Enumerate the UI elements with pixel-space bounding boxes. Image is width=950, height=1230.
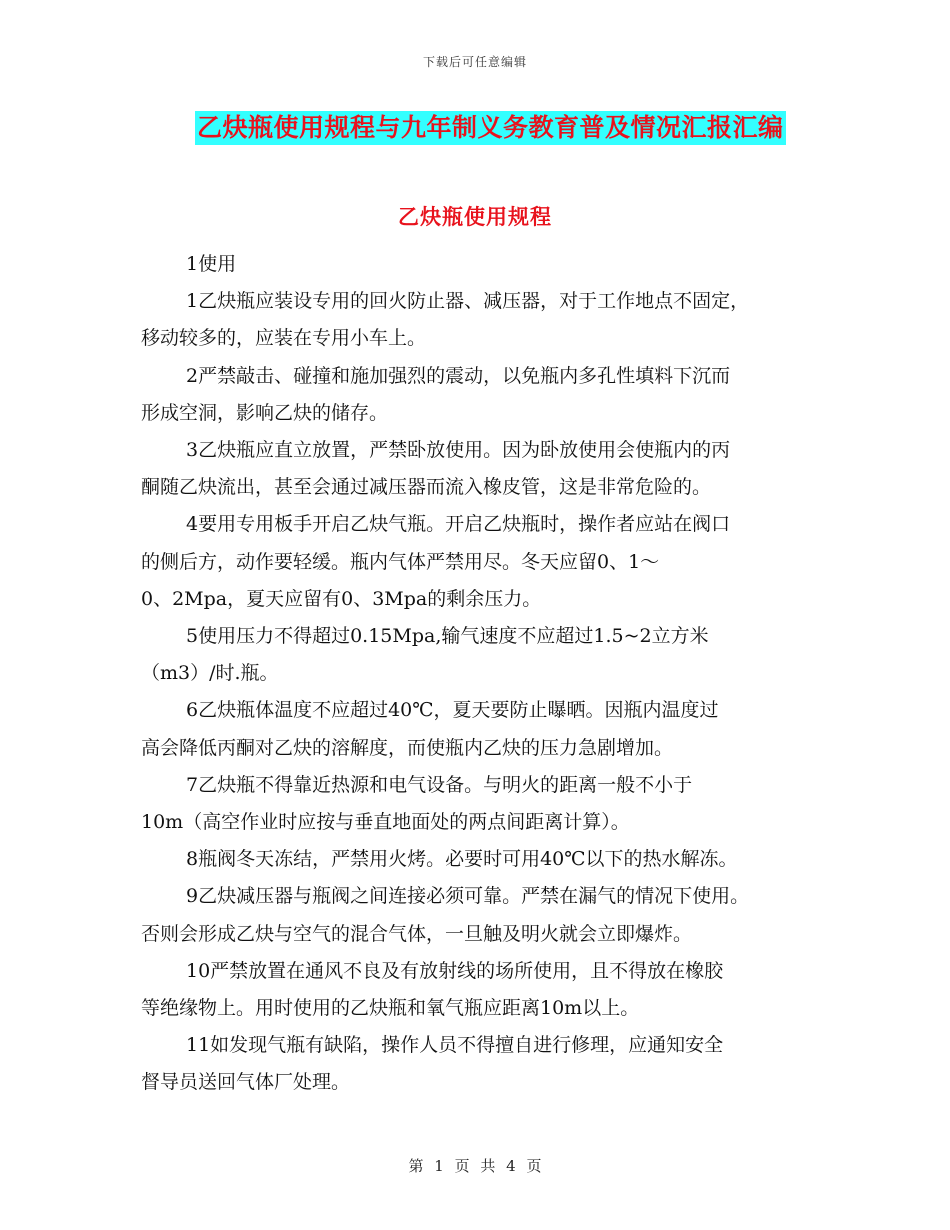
paragraph-line: 高会降低丙酮对乙炔的溶解度，而使瓶内乙炔的压力急剧增加。 [141, 736, 674, 759]
page-footer: 第 1 页 共 4 页 [408, 1157, 542, 1175]
paragraph-line: 的侧后方，动作要轻缓。瓶内气体严禁用尽。冬天应留0、1～ [141, 550, 660, 573]
paragraph-line: 形成空洞，影响乙炔的储存。 [141, 401, 389, 424]
paragraph-line: 3乙炔瓶应直立放置，严禁卧放使用。因为卧放使用会使瓶内的丙 [186, 439, 731, 462]
paragraph-line: 酮随乙炔流出，甚至会通过减压器而流入橡皮管，这是非常危险的。 [141, 476, 712, 499]
paragraph-line: 等绝缘物上。用时使用的乙炔瓶和氧气瓶应距离10m以上。 [141, 997, 640, 1020]
paragraph-line: 6乙炔瓶体温度不应超过40℃，夏天要防止曝晒。因瓶内温度过 [186, 699, 719, 722]
paragraph-line: 1使用 [186, 253, 237, 275]
paragraph-line: （m3）/时.瓶。 [141, 662, 279, 685]
header-note: 下载后可任意编辑 [422, 55, 527, 69]
paragraph-line: 10严禁放置在通风不良及有放射线的场所使用，且不得放在橡胶 [186, 959, 724, 982]
paragraph-line: 8瓶阀冬天冻结，严禁用火烤。必要时可用40℃以下的热水解冻。 [186, 848, 738, 871]
paragraph-line: 否则会形成乙炔与空气的混合气体，一旦触及明火就会立即爆炸。 [141, 922, 693, 945]
paragraph-line: 10m（高空作业时应按与垂直地面处的两点间距离计算）。 [141, 811, 630, 834]
paragraph-line: 11如发现气瓶有缺陷，操作人员不得擅自进行修理，应通知安全 [186, 1034, 724, 1057]
section-title: 乙炔瓶使用规程 [398, 204, 552, 229]
paragraph-line: 7乙炔瓶不得靠近热源和电气设备。与明火的距离一般不小于 [186, 773, 693, 796]
paragraph-line: 9乙炔减压器与瓶阀之间连接必须可靠。严禁在漏气的情况下使用。 [186, 885, 750, 908]
paragraph-line: 督导员送回气体厂处理。 [141, 1071, 351, 1094]
paragraph-line: 0、2Mpa，夏天应留有0、3Mpa的剩余压力。 [141, 587, 542, 610]
paragraph-line: 移动较多的，应装在专用小车上。 [141, 327, 427, 350]
paragraph-line: 2严禁敲击、碰撞和施加强烈的震动，以免瓶内多孔性填料下沉而 [186, 364, 731, 387]
document-title: 乙炔瓶使用规程与九年制义务教育普及情况汇报汇编 [195, 111, 786, 145]
document-body [141, 246, 831, 1102]
paragraph-line: 1乙炔瓶应装设专用的回火防止器、减压器，对于工作地点不固定， [186, 290, 750, 313]
paragraph-line: 5使用压力不得超过0.15Mpa,输气速度不应超过1.5~2立方米 [186, 625, 709, 648]
paragraph-line: 4要用专用板手开启乙炔气瓶。开启乙炔瓶时，操作者应站在阀口 [186, 513, 731, 536]
